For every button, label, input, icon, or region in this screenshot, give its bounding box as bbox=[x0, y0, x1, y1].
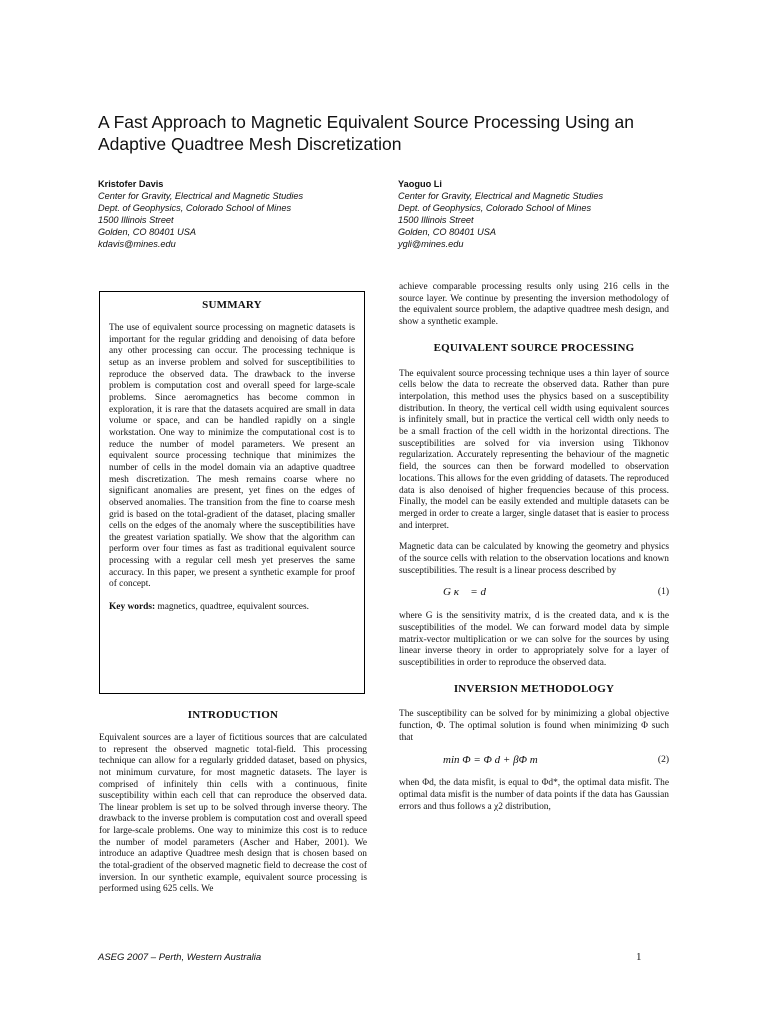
equivalent-source-paragraph-3: where G is the sensitivity matrix, d is the created data, and κ is the susceptibilities of the model. We can forward model data by simple matrix-vector multiplication or we can solve for the sources by using linear inverse theory in order to appropriately solve for a layer of susceptibilities in order to reproduce the observed data. bbox=[399, 611, 669, 668]
equation-1 bbox=[399, 587, 669, 599]
equation-1-expression: G κ⃗ = d⃗ bbox=[443, 586, 495, 599]
section-heading-inversion: INVERSION METHODOLOGY bbox=[453, 682, 615, 695]
equation-1-number: (1) bbox=[657, 587, 669, 598]
right-column bbox=[399, 282, 669, 823]
author-street: 1500 Illinois Street bbox=[398, 215, 474, 225]
inversion-paragraph-2: when Φd, the data misfit, is equal to Φd*, the optimal data misfit. The optimal data misfit is the number of data points if the data has Gaussian errors and thus follows a χ2 distribution, bbox=[399, 778, 669, 812]
paper-title: A Fast Approach to Magnetic Equivalent Source Processing Using an Adaptive Quadtree Mesh Discretization bbox=[98, 112, 634, 154]
section-heading-equivalent-source: EQUIVALENT SOURCE PROCESSING bbox=[433, 341, 635, 354]
equivalent-source-paragraph-1: The equivalent source processing technique uses a thin layer of source cells below the data to recreate the observed data. Rather than pure interpolation, this method uses the physics based on a susceptibility distribution. In theory, the vertical cell width using equivalent sources is infinitely small, but in practice the vertical cell width only needs to be a small fraction of the cell width in the horizontal directions. The susceptibilities are solved for via inversion using Tikhonov regularization. Accurately representing the behaviour of the magnetic field, the sources can then be forward modelled to observation locations. This allows for the even gridding of datasets. The reproduced data is also denoised of higher frequencies because of this process. Finally, the model can be easily extended and multiple datasets can be merged in order to create a larger, single dataset that is easier to process and interpret. bbox=[399, 368, 669, 531]
author-street: 1500 Illinois Street bbox=[98, 215, 174, 225]
author-email[interactable]: ygli@mines.edu bbox=[398, 239, 464, 249]
continuation-paragraph: achieve comparable processing results only using 216 cells in the source layer. We continue by presenting the inversion methodology of the equivalent source problem, the adaptive quadtree mesh design, and show a synthetic example. bbox=[399, 282, 669, 328]
keywords bbox=[109, 602, 355, 614]
keywords-label: Key words: bbox=[109, 602, 156, 613]
author-name: Yaoguo Li bbox=[398, 179, 442, 189]
summary-heading: SUMMARY bbox=[202, 299, 262, 311]
introduction-section bbox=[99, 709, 367, 896]
summary-text: The use of equivalent source processing on magnetic datasets is important for the regular gridding and denoising of data before any other processing can occur. The processing technique is setup as an inverse problem and solved for susceptibilities to reproduce the observed data. The drawback to the inverse problem is computation cost and overall speed for large-scale problems. Since aeromagnetics has become common in exploration, it is rare that the datasets acquired are small in data volume or space, and can be handled rapidly on a single workstation. One way to minimize the computational cost is to reduce the number of model parameters. We present an equivalent source processing technique that minimizes the number of cells in the model domain via an adaptive quadtree mesh discretization. The mesh remains coarse where no significant anomalies are present, yet fines on the edges of observed anomalies. The transition from the fine to coarse mesh grid is based on the total-gradient of the dataset, placing smaller cells on the edges of the anomaly where the susceptibilities have the greatest variation spatially. We show that the algorithm can perform over four times as fast as traditional equivalent source processing with a regular cell mesh yet preserves the same accuracy. In this paper, we present a synthetic example for proof of concept. bbox=[109, 323, 355, 590]
author-affiliation: Center for Gravity, Electrical and Magnetic Studies bbox=[98, 191, 304, 201]
author-block-2 bbox=[398, 178, 678, 250]
introduction-text: Equivalent sources are a layer of fictitious sources that are calculated to represent the observed magnetic total-field. This processing technique can allow for a regularly gridded dataset, based on physics, not minimum curvature, for most magnetic datasets. The layer is comprised of infinitely thin cells with a continuous, finite susceptibility within each cell that can reproduce the observed data. The linear problem is set up to be solved through inverse theory. The drawback to the inverse problem is computation cost and overall speed for large-scale problems. One way to minimize this cost is to reduce the number of model parameters (Ascher and Haber, 2001). We introduce an adaptive Quadtree mesh design that is chosen based on the total-gradient of the observed magnetic field to decrease the cost of inversion. In our synthetic example, equivalent source processing is performed using 625 cells. We bbox=[99, 733, 367, 895]
introduction-heading: INTRODUCTION bbox=[187, 709, 279, 721]
author-department: Dept. of Geophysics, Colorado School of Mines bbox=[398, 203, 592, 213]
author-city: Golden, CO 80401 USA bbox=[98, 227, 197, 237]
equivalent-source-paragraph-2: Magnetic data can be calculated by knowing the geometry and physics of the source cells with relation to the observation locations and known susceptibilities. The result is a linear process described by bbox=[399, 542, 669, 576]
author-city: Golden, CO 80401 USA bbox=[398, 227, 497, 237]
author-name: Kristofer Davis bbox=[98, 179, 164, 189]
summary-box bbox=[99, 291, 365, 694]
equation-2-expression: min Φ = Φ d + βΦ m bbox=[443, 753, 538, 766]
author-email[interactable]: kdavis@mines.edu bbox=[98, 239, 176, 249]
equation-2-number: (2) bbox=[657, 754, 669, 765]
keywords-list: magnetics, quadtree, equivalent sources. bbox=[157, 602, 309, 613]
author-affiliation: Center for Gravity, Electrical and Magnetic Studies bbox=[398, 191, 604, 201]
footer-conference: ASEG 2007 – Perth, Western Australia bbox=[98, 952, 262, 963]
author-block-1 bbox=[98, 178, 368, 250]
inversion-paragraph-1: The susceptibility can be solved for by minimizing a global objective function, Φ. The optimal solution is found when minimizing Φ such that bbox=[399, 709, 669, 743]
equation-2 bbox=[399, 755, 669, 767]
author-department: Dept. of Geophysics, Colorado School of Mines bbox=[98, 203, 292, 213]
page-number: 1 bbox=[636, 951, 642, 963]
